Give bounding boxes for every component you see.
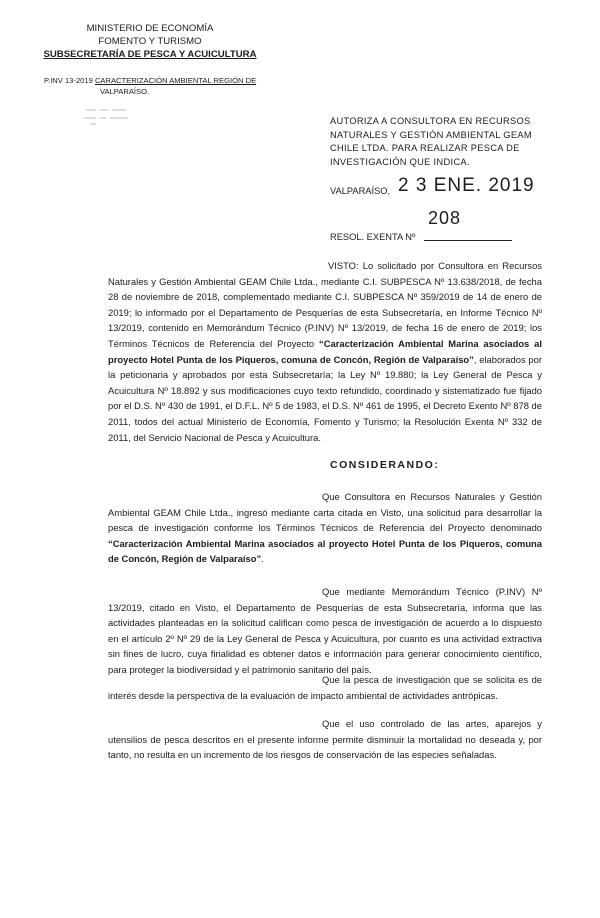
- resolution-number-line: [424, 240, 512, 241]
- visto-paragraph: [108, 258, 542, 445]
- faded-stamp: [82, 104, 148, 128]
- considerando-paragraph-2: [108, 584, 542, 678]
- reference-code: P.INV 13-2019: [44, 76, 95, 85]
- resolution-label: RESOL. EXENTA Nº: [330, 232, 416, 242]
- reference-region: VALPARAÍSO.: [100, 87, 150, 96]
- letterhead: [40, 22, 260, 61]
- considerando-paragraph-4: [108, 716, 542, 763]
- considerando-4-text: Que el uso controlado de las artes, aparejos y utensilios de pesca descritos en el presente informe permite disminuir la mortalidad no deseada y, por tanto, no resulta en un incremento de los riesgos de conservación de las especies señaladas.: [108, 718, 542, 761]
- reference-title: CARACTERIZACIÓN AMBIENTAL REGIÓN DE: [94, 76, 257, 85]
- ministry-name: MINISTERIO DE ECONOMÍA: [86, 23, 214, 34]
- considerando-heading: CONSIDERANDO:: [330, 459, 440, 471]
- visto-project-title: “Caracterización Ambiental Marina asociados al proyecto Hotel Punta de los Piqueros, comuna de Concón, Región de Valparaíso”: [108, 337, 542, 365]
- considerando-1-text-a: Que Consultora en Recursos Naturales y Gestión Ambiental GEAM Chile Ltda., ingresó mediante carta citada en Visto, una solicitud para desarrollar la pesca de investigación conforme los Términos Técnicos de Referencia del Proyecto denominado: [108, 491, 542, 534]
- considerando-1-project-title: “Caracterización Ambiental Marina asociados al proyecto Hotel Punta de los Piqueros, comuna de Concón, Región de Valparaíso”: [108, 537, 542, 565]
- place-label: VALPARAÍSO,: [330, 186, 391, 196]
- resolution-subject: AUTORIZA A CONSULTORA EN RECURSOS NATURALES Y GESTIÓN AMBIENTAL GEAM CHILE LTDA. PARA REALIZAR PESCA DE INVESTIGACIÓN QUE INDICA.: [330, 116, 532, 167]
- subsecretaria-name: SUBSECRETARÍA DE PESCA Y ACUICULTURA: [43, 49, 257, 60]
- considerando-1-text-b: .: [261, 553, 264, 565]
- considerando-2-text: Que mediante Memorándum Técnico (P.INV) Nº 13/2019, citado en Visto, el Departamento de Pesquerías de esta Subsecretaría, informa que las actividades planteadas en la solicitud califican como pesca de investigación de acuerdo a lo dispuesto en el artículo 2º Nº 29 de la Ley General de Pesca y Acuicultura, por cuanto es una actividad extractiva sin fines de lucro, cuya finalidad es obtener datos e información para generar conocimiento científico, para proteger la biodiversidad y el patrimonio sanitario del país.: [108, 586, 542, 675]
- visto-text-b: , elaborados por la peticionaria y aprobados por esta Subsecretaría; la Ley Nº 19.880; la Ley General de Pesca y Acuicultura Nº 18.892 y sus modificaciones cuyo texto refundido, coordinado y sistematizado fue fijado por el D.S. Nº 430 de 1991, el D.F.L. Nº 5 de 1983, el D.S. Nº 461 de 1995, el Decreto Exento Nº 878 de 2011, todos del actual Ministerio de Economía, Fomento y Turismo; la Resolución Exenta Nº 332 de 2011, del Servicio Nacional de Pesca y Acuicultura.: [108, 353, 542, 443]
- date-stamp: 2 3 ENE. 2019: [398, 175, 535, 196]
- document-reference: [44, 75, 264, 97]
- resolution-number: 208: [428, 208, 462, 228]
- stamp-mark-icon: [82, 104, 148, 128]
- visto-label: VISTO:: [328, 260, 359, 271]
- considerando-3-text: Que la pesca de investigación que se solicita es de interés desde la perspectiva de la evaluación de impacto ambiental de actividades antrópicas.: [108, 674, 542, 701]
- considerando-paragraph-1: [108, 489, 542, 567]
- considerando-paragraph-3: [108, 672, 542, 703]
- ministry-subtitle: FOMENTO Y TURISMO: [98, 36, 202, 47]
- visto-text-a: Lo solicitado por Consultora en Recursos Naturales y Gestión Ambiental GEAM Chile Ltda., mediante C.I. SUBPESCA Nº 13.638/2018, de fecha 28 de noviembre de 2018, complementado mediante C.I. SUBPESCA Nº 359/2019 de 14 de enero de 2019; lo informado por el Departamento de Pesquerías de esta Subsecretaría, en Informe Técnico Nº 13/2019, contenido en Memorándum Técnico (P.INV) Nº 13/2019, de fecha 16 de enero de 2019; los Términos Técnicos de Referencia del Proyecto: [108, 260, 542, 349]
